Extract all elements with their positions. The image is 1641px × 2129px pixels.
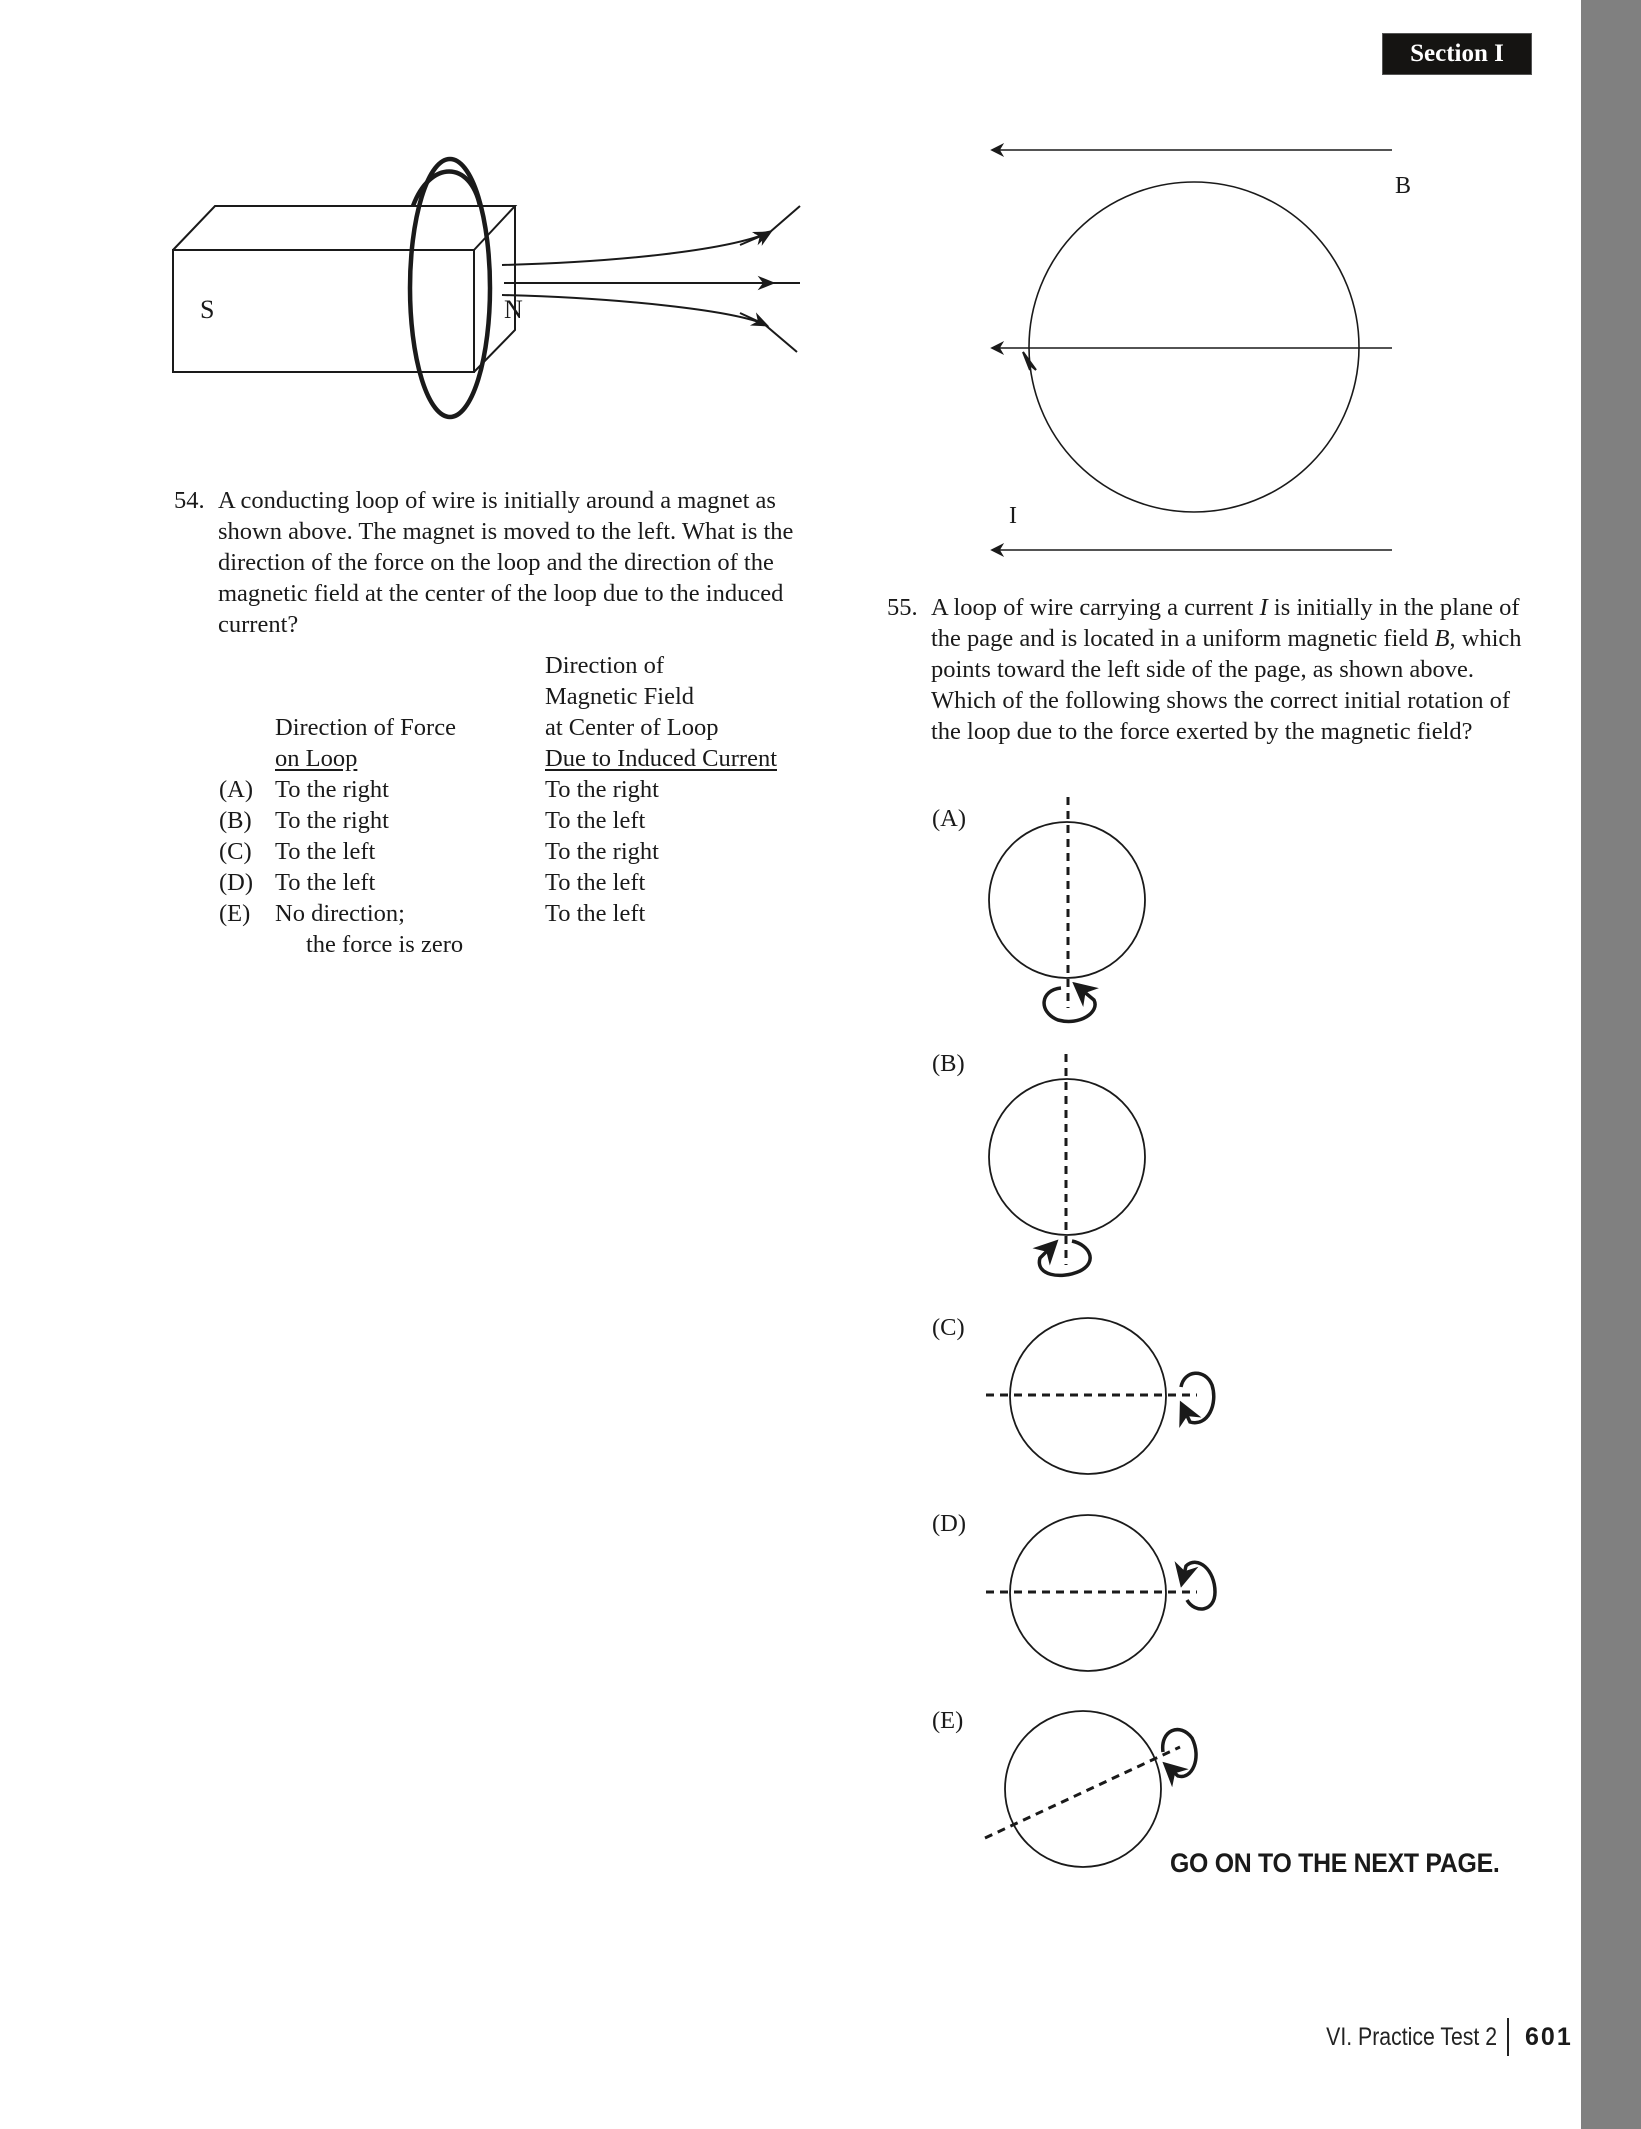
option-e-figure (985, 1711, 1196, 1867)
option-letter[interactable]: (A) (219, 776, 254, 803)
footer-divider (1507, 2018, 1509, 2056)
option-force: To the left (275, 869, 376, 896)
col2-header-line3: at Center of Loop (545, 714, 719, 741)
col2-header-line4: Due to Induced Current (545, 745, 777, 772)
option-letter[interactable]: (A) (932, 805, 967, 832)
col1-header-line1: Direction of Force (275, 714, 456, 741)
south-pole-label: S (200, 295, 215, 324)
option-c-figure (986, 1318, 1214, 1474)
page-number: 601 (1525, 2022, 1573, 2051)
option-force: To the left (275, 838, 376, 865)
current-label-i: I (1009, 503, 1017, 529)
question-number: 54. (174, 487, 205, 514)
loop-circle (1005, 1711, 1161, 1867)
option-field: To the right (545, 776, 659, 803)
option-d-figure (986, 1515, 1215, 1671)
option-field: To the left (545, 900, 646, 927)
rotation-arrow-icon (1182, 1562, 1215, 1609)
rotation-axis (985, 1747, 1180, 1838)
option-field: To the left (545, 807, 646, 834)
chapter-title: VI. Practice Test 2 (1326, 2022, 1498, 2051)
option-letter[interactable]: (D) (932, 1510, 967, 1537)
question-number: 55. (887, 594, 918, 621)
rotation-arrow-icon (1181, 1373, 1214, 1422)
option-force: No direction; (275, 900, 405, 927)
option-letter[interactable]: (E) (219, 900, 251, 927)
option-force: To the right (275, 807, 389, 834)
col2-header-line2: Magnetic Field (545, 683, 695, 710)
section-badge: Section I (1382, 33, 1532, 75)
next-page-instruction: GO ON TO THE NEXT PAGE. (1170, 1848, 1500, 1878)
option-letter[interactable]: (C) (932, 1314, 965, 1341)
option-field: To the left (545, 869, 646, 896)
rotation-arrow-icon (1044, 985, 1095, 1021)
north-pole-label: N (504, 295, 523, 324)
option-letter[interactable]: (B) (219, 807, 252, 834)
rotation-arrow-icon (1039, 1241, 1090, 1275)
option-letter[interactable]: (B) (932, 1050, 965, 1077)
question-stem: A conducting loop of wire is initially around a magnet as shown above. The magnet is moved to the left. What is the direction of the force on the loop and the direction of the magnetic field at the center of the loop due to the induced current? (218, 487, 794, 638)
page-footer (1296, 2017, 1573, 2057)
question-stem: A loop of wire carrying a current I is initially in the plane of the page and is located in a uniform magnetic field B, which points toward the left side of the page, as shown above. Which of the following shows the correct initial rotation of the loop due to the force exerted by the magnetic field? (931, 594, 1522, 745)
option-force: To the right (275, 776, 389, 803)
option-force-continued: the force is zero (306, 931, 464, 958)
option-letter[interactable]: (E) (932, 1707, 964, 1734)
option-a-figure (989, 797, 1145, 1021)
option-field: To the right (545, 838, 659, 865)
col1-header-line2: on Loop (275, 745, 358, 772)
option-b-figure (989, 1054, 1145, 1275)
col2-header-line1: Direction of (545, 652, 665, 679)
field-label-b: B (1395, 173, 1412, 199)
option-letter[interactable]: (C) (219, 838, 252, 865)
option-letter[interactable]: (D) (219, 869, 254, 896)
